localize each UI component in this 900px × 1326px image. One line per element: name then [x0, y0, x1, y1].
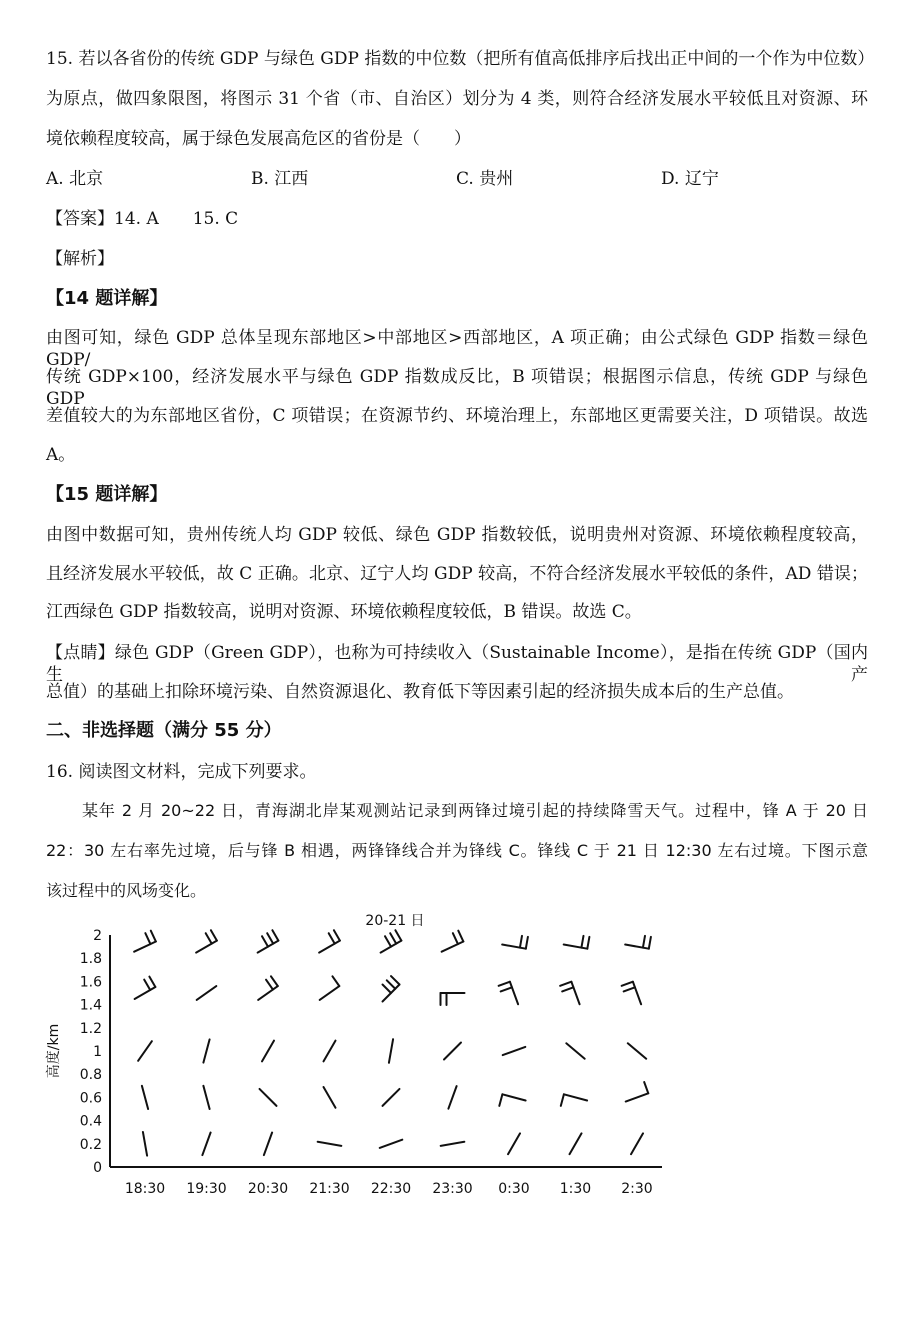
wind-barb-feather — [560, 982, 571, 986]
wind-barb-feather — [499, 1094, 502, 1106]
answer-line: 【答案】14. A 15. C — [46, 209, 239, 229]
wind-barb — [503, 1047, 526, 1055]
wind-barb — [508, 1133, 520, 1154]
wind-barb-shaft — [135, 987, 156, 999]
wind-barb-shaft — [258, 986, 278, 1000]
wind-barb-feather — [501, 987, 512, 991]
y-tick-label: 0.4 — [79, 1113, 102, 1130]
x-tick-label: 18:30 — [124, 1181, 166, 1197]
wind-barb-shaft — [570, 1133, 582, 1154]
wind-barb-shaft — [628, 1043, 646, 1058]
wind-barb-shaft — [502, 1094, 525, 1100]
y-tick-label: 0.2 — [79, 1136, 102, 1153]
wind-barb-shaft — [442, 942, 464, 952]
wind-barb — [143, 1132, 147, 1156]
wind-barb-feather — [458, 931, 463, 942]
q14-detail-line-4: A。 — [46, 445, 76, 465]
wind-barb-shaft — [444, 1043, 461, 1060]
x-tick-labels — [125, 1181, 653, 1197]
x-tick-label: 19:30 — [186, 1181, 227, 1197]
y-axis-title: 高度/km — [46, 1023, 62, 1079]
q15-detail-line-3: 江西绿色 GDP 指数较高，说明对资源、环境依赖程度较低，B 错误。故选 C。 — [46, 602, 642, 622]
q14-detail-line-1: 由图可知，绿色 GDP 总体呈现东部地区>中部地区>西部地区，A 项正确；由公式绿色 GDP 指数＝绿色 GDP/ — [46, 328, 868, 370]
option-d: D. 辽宁 — [661, 169, 719, 189]
x-tick-label: 2:30 — [621, 1181, 653, 1197]
q15-line-2: 为原点，做四象限图，将图示 31 个省（市、自治区）划分为 4 类，则符合经济发展水平较低且对资源、环 — [46, 89, 868, 109]
wind-barb — [320, 976, 340, 1000]
y-tick-label: 1.8 — [79, 951, 102, 968]
wind-barb — [197, 986, 217, 1000]
wind-barb-feather — [453, 933, 458, 944]
q15-options — [46, 168, 868, 190]
wind-barb — [203, 1086, 209, 1109]
wind-barb-feather — [266, 980, 273, 990]
wind-barb — [264, 1133, 272, 1156]
wind-barb — [262, 1041, 274, 1062]
wind-barb-feather — [581, 936, 583, 948]
wind-barb — [135, 977, 156, 999]
wind-barb-feather — [334, 930, 340, 940]
tip-line-1: 【点睛】绿色 GDP（Green GDP），也称为可持续收入（Sustainable Income），是指在传统 GDP（国内生产 — [46, 643, 868, 685]
wind-barb — [444, 1043, 461, 1060]
y-tick-label: 1.2 — [79, 1020, 102, 1037]
option-b: B. 江西 — [251, 169, 309, 189]
wind-barb — [631, 1133, 643, 1154]
wind-barb-shaft — [626, 1093, 649, 1101]
wind-barb-shaft — [571, 982, 579, 1005]
y-tick-label: 0.8 — [79, 1067, 102, 1084]
wind-barb — [561, 1094, 587, 1106]
x-tick-label: 23:30 — [432, 1181, 473, 1197]
wind-barb — [138, 1041, 152, 1061]
wind-barb-feather — [395, 930, 401, 940]
wind-barb-feather — [643, 936, 645, 948]
wind-barb-feather — [145, 933, 150, 944]
wind-barb-shaft — [508, 1133, 520, 1154]
wind-barb — [628, 1043, 646, 1058]
y-tick-label: 1.6 — [79, 974, 102, 991]
analysis-label: 【解析】 — [46, 249, 114, 269]
wind-barb-feather — [526, 937, 528, 949]
q16-material-line-3: 该过程中的风场变化。 — [46, 881, 207, 900]
wind-barb — [448, 1086, 456, 1109]
wind-barb-feather — [211, 930, 217, 940]
wind-barb-feather — [562, 987, 573, 991]
wind-barb-shaft — [389, 1039, 393, 1063]
wind-barb-feather — [520, 936, 522, 948]
chart-title: 20-21 日 — [365, 913, 425, 929]
wind-barb — [134, 931, 156, 952]
wind-barb-shaft — [502, 945, 526, 949]
wind-barb-shaft — [631, 1133, 643, 1154]
wind-barb-feather — [262, 936, 268, 946]
wind-barb-feather — [272, 930, 278, 940]
wind-barb — [566, 1043, 584, 1058]
wind-barb — [442, 931, 464, 952]
wind-barb — [142, 1086, 148, 1109]
wind-barb-feather — [391, 976, 399, 984]
wind-barb — [383, 1089, 400, 1106]
q14-detail-heading: 【14 题详解】 — [46, 288, 168, 309]
wind-barb — [258, 976, 278, 1000]
wind-barb-shaft — [324, 1087, 336, 1108]
wind-barb-shaft — [625, 945, 649, 949]
wind-barb-feather — [624, 987, 635, 991]
q15-line-1: 15. 若以各省份的传统 GDP 与绿色 GDP 指数的中位数（把所有值高低排序后找出正中间的一个作为中位数） — [46, 49, 875, 69]
wind-barb-feather — [387, 980, 395, 988]
wind-barb — [318, 1142, 342, 1146]
option-c: C. 贵州 — [456, 169, 514, 189]
x-tick-label: 22:30 — [370, 1181, 412, 1197]
wind-barb — [564, 936, 590, 949]
wind-barb — [441, 993, 465, 1005]
wind-barb-feather — [499, 982, 510, 986]
wind-barb-shaft — [564, 945, 588, 949]
wind-barb-shaft — [383, 1089, 400, 1106]
wind-barb-shaft — [324, 1041, 336, 1062]
wind-barb-feather — [385, 936, 391, 946]
wind-barb-feather — [390, 933, 396, 943]
wind-barb — [441, 1142, 465, 1146]
wind-barb — [499, 1094, 525, 1106]
wind-barb-feather — [267, 933, 273, 943]
wind-barb-shaft — [203, 1039, 209, 1062]
wind-barb-feather — [151, 931, 156, 942]
wind-barb — [626, 1082, 649, 1101]
y-tick-label: 0 — [93, 1160, 102, 1176]
x-tick-label: 1:30 — [559, 1181, 592, 1197]
wind-barb-shaft — [202, 1133, 210, 1156]
wind-barb-feather — [587, 937, 589, 949]
wind-barb — [381, 930, 402, 952]
x-tick-label: 21:30 — [309, 1181, 350, 1197]
q15-detail-line-2: 且经济发展水平较低，故 C 正确。北京、辽宁人均 GDP 较高，不符合经济发展水平较低的条件，AD 错误； — [46, 564, 868, 584]
wind-barb — [324, 1087, 336, 1108]
wind-barb-feather — [149, 977, 155, 987]
wind-barbs — [134, 930, 651, 1155]
wind-barb-shaft — [142, 1086, 148, 1109]
wind-barb-shaft — [564, 1094, 587, 1100]
wind-barb — [389, 1039, 393, 1063]
y-tick-label: 1 — [93, 1044, 102, 1060]
wind-barb-shaft — [441, 1142, 465, 1146]
wind-barb-shaft — [320, 986, 340, 1000]
wind-barb-feather — [644, 1082, 648, 1093]
wind-barb — [383, 976, 400, 1001]
wind-barb-feather — [561, 1094, 564, 1106]
x-tick-label: 0:30 — [498, 1181, 530, 1197]
wind-barb-feather — [332, 976, 339, 986]
wind-barb-shaft — [503, 1047, 526, 1055]
wind-barb — [203, 1039, 209, 1062]
wind-barb-feather — [329, 933, 335, 943]
q16-material-line-1: 某年 2 月 20~22 日，青海湖北岸某观测站记录到两锋过境引起的持续降雪天气。过程中，锋 A 于 20 日 — [82, 801, 868, 820]
wind-barb — [202, 1133, 210, 1156]
wind-barb-shaft — [197, 986, 217, 1000]
wind-barb-shaft — [262, 1041, 274, 1062]
q15-line-3: 境依赖程度较高，属于绿色发展高危区的省份是（ ） — [46, 129, 471, 149]
wind-barb — [196, 930, 217, 952]
wind-barb — [499, 982, 518, 1005]
q14-detail-line-3: 差值较大的为东部地区省份，C 项错误；在资源节约、环境治理上，东部地区更需要关注，D 项错误。故选 — [46, 406, 868, 426]
wind-barb-shaft — [319, 941, 340, 953]
wind-barb-feather — [271, 976, 278, 986]
wind-barb-shaft — [510, 982, 518, 1005]
q16-title: 16. 阅读图文材料，完成下列要求。 — [46, 762, 317, 782]
wind-barb-feather — [649, 937, 651, 949]
wind-barb-shaft — [203, 1086, 209, 1109]
wind-barb-shaft — [633, 982, 641, 1005]
wind-barb-feather — [622, 982, 633, 986]
wind-barb-shaft — [260, 1089, 277, 1106]
wind-barb — [622, 982, 641, 1005]
wind-barb — [258, 930, 279, 952]
wind-barb-feather — [383, 985, 391, 993]
wind-barb-feather — [206, 933, 212, 943]
wind-barb — [260, 1089, 277, 1106]
wind-barb — [560, 982, 579, 1005]
wind-barb-shaft — [380, 1140, 403, 1148]
tip-line-2: 总值）的基础上扣除环境污染、自然资源退化、教育低下等因素引起的经济损失成本后的生产总值。 — [46, 682, 794, 702]
wind-barb — [319, 930, 340, 952]
y-tick-labels — [80, 928, 102, 1176]
wind-barb-shaft — [138, 1041, 152, 1061]
wind-field-chart — [40, 905, 680, 1205]
y-tick-label: 2 — [93, 928, 102, 944]
wind-barb-shaft — [566, 1043, 584, 1058]
wind-barb — [570, 1133, 582, 1154]
wind-barb — [380, 1140, 403, 1148]
wind-barb-shaft — [196, 941, 217, 953]
wind-barb-shaft — [318, 1142, 342, 1146]
wind-barb — [324, 1041, 336, 1062]
y-tick-label: 0.6 — [79, 1090, 102, 1107]
wind-barb-shaft — [134, 942, 156, 952]
wind-barb-shaft — [264, 1133, 272, 1156]
q15-detail-line-1: 由图中数据可知，贵州传统人均 GDP 较低、绿色 GDP 指数较低，说明贵州对资源、环境依赖程度较高， — [46, 525, 868, 545]
wind-barb-shaft — [143, 1132, 147, 1156]
wind-barb — [625, 936, 651, 949]
q14-detail-line-2: 传统 GDP×100，经济发展水平与绿色 GDP 指数成反比，B 项错误；根据图示信息，传统 GDP 与绿色 GDP — [46, 367, 868, 409]
y-tick-label: 1.4 — [79, 997, 102, 1014]
wind-barb-shaft — [448, 1086, 456, 1109]
wind-barb — [502, 936, 528, 949]
section-2-title: 二、非选择题（满分 55 分） — [46, 720, 282, 741]
wind-barb-feather — [144, 980, 150, 990]
option-a: A. 北京 — [46, 169, 104, 189]
q15-detail-heading: 【15 题详解】 — [46, 484, 168, 505]
q16-material-line-2: 22：30 左右率先过境，后与锋 B 相遇，两锋锋线合并为锋线 C。锋线 C 于 21 日 12:30 左右过境。下图示意 — [46, 841, 868, 860]
x-tick-label: 20:30 — [247, 1181, 289, 1197]
